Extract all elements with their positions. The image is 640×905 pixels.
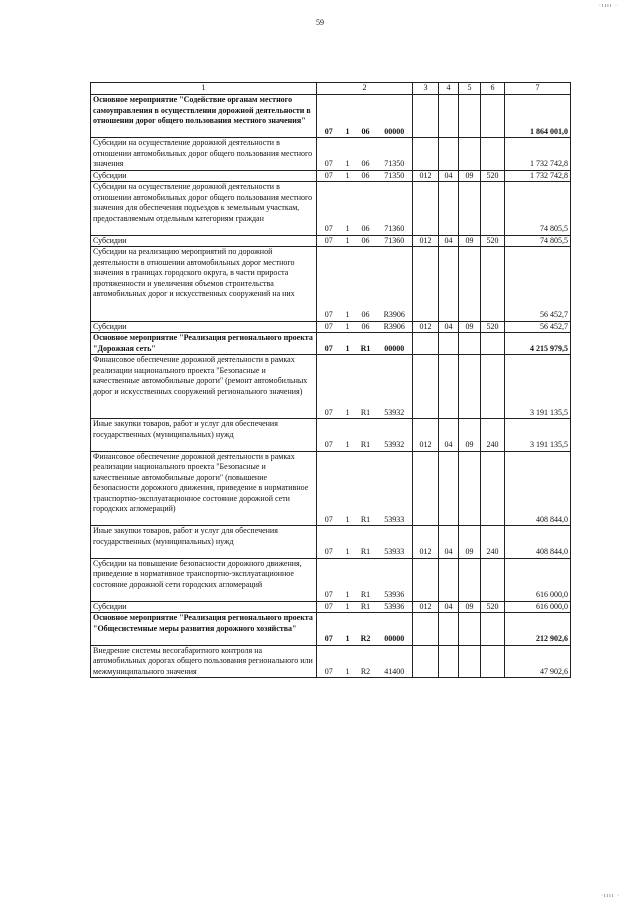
- scan-corner-mark-bottom: ·ıııı ·: [600, 893, 620, 899]
- cell-amount: 56 452,7: [505, 247, 571, 322]
- cell-code-program: 07: [317, 613, 341, 646]
- cell-name: Иные закупки товаров, работ и услуг для обеспечения государственных (муниципальных) нужд: [91, 419, 317, 452]
- table-row: [91, 170, 571, 182]
- cell-section: 04: [439, 321, 459, 333]
- cell-subsection: 09: [459, 235, 481, 247]
- cell-code-program: 07: [317, 355, 341, 419]
- cell-code-direction: R3906: [377, 321, 413, 333]
- cell-code-subprogram: 1: [341, 451, 355, 526]
- cell-code-direction: 41400: [377, 645, 413, 678]
- table-row: [91, 645, 571, 678]
- cell-name: Субсидии: [91, 601, 317, 613]
- cell-subsection: 09: [459, 601, 481, 613]
- cell-code-direction: 00000: [377, 95, 413, 138]
- cell-code-program: 07: [317, 526, 341, 559]
- cell-expense-type: 520: [481, 321, 505, 333]
- table-row: [91, 182, 571, 236]
- cell-subsection: [459, 333, 481, 355]
- cell-subsection: 09: [459, 170, 481, 182]
- cell-section: 04: [439, 419, 459, 452]
- cell-name: Субсидии на повышение безопасности дорожного движения, приведение в нормативное транспортно-эксплуатационное состояние дорожной сети городских агломераций: [91, 558, 317, 601]
- cell-grbs: [413, 182, 439, 236]
- cell-code-subprogram: 1: [341, 182, 355, 236]
- cell-subsection: [459, 247, 481, 322]
- table-row: [91, 613, 571, 646]
- cell-subsection: [459, 138, 481, 171]
- cell-amount: 74 805,5: [505, 182, 571, 236]
- cell-code-program: 07: [317, 235, 341, 247]
- cell-code-program: 07: [317, 419, 341, 452]
- cell-expense-type: [481, 613, 505, 646]
- cell-expense-type: [481, 95, 505, 138]
- cell-code-program: 07: [317, 558, 341, 601]
- cell-expense-type: [481, 333, 505, 355]
- cell-subsection: [459, 645, 481, 678]
- cell-code-subprogram: 1: [341, 247, 355, 322]
- cell-section: [439, 451, 459, 526]
- cell-grbs: 012: [413, 321, 439, 333]
- cell-name: Субсидии на реализацию мероприятий по дорожной деятельности в отношении автомобильных дорог местного значения в границах городского округа, в части прироста протяженности и увеличения объемов строительства автомобильных дорог и искусственных сооружений на них: [91, 247, 317, 322]
- cell-code-subprogram: 1: [341, 95, 355, 138]
- table-row: [91, 558, 571, 601]
- cell-amount: 56 452,7: [505, 321, 571, 333]
- cell-code-event: 06: [355, 235, 377, 247]
- cell-subsection: [459, 558, 481, 601]
- cell-grbs: [413, 558, 439, 601]
- cell-code-subprogram: 1: [341, 355, 355, 419]
- header-col-1: 1: [91, 83, 317, 95]
- cell-name: Внедрение системы весогабаритного контроля на автомобильных дорогах общего пользования регионального или межмуниципального значения: [91, 645, 317, 678]
- cell-code-subprogram: 1: [341, 526, 355, 559]
- cell-grbs: 012: [413, 235, 439, 247]
- cell-grbs: [413, 451, 439, 526]
- scan-corner-mark-top: ·ıııı ·: [598, 3, 618, 9]
- cell-code-event: 06: [355, 170, 377, 182]
- cell-code-direction: 71360: [377, 182, 413, 236]
- cell-code-program: 07: [317, 645, 341, 678]
- cell-section: [439, 355, 459, 419]
- cell-code-subprogram: 1: [341, 645, 355, 678]
- cell-code-direction: 71360: [377, 235, 413, 247]
- table-row: [91, 451, 571, 526]
- header-col-2: 2: [317, 83, 413, 95]
- cell-amount: 4 215 979,5: [505, 333, 571, 355]
- cell-amount: 1 732 742,8: [505, 170, 571, 182]
- cell-expense-type: [481, 451, 505, 526]
- cell-expense-type: 520: [481, 601, 505, 613]
- cell-code-direction: 53936: [377, 601, 413, 613]
- cell-amount: 212 902,6: [505, 613, 571, 646]
- cell-code-direction: 00000: [377, 333, 413, 355]
- cell-section: 04: [439, 601, 459, 613]
- cell-code-direction: 71350: [377, 138, 413, 171]
- cell-amount: 3 191 135,5: [505, 419, 571, 452]
- cell-grbs: 012: [413, 601, 439, 613]
- cell-amount: 616 000,0: [505, 558, 571, 601]
- cell-expense-type: 240: [481, 419, 505, 452]
- table-row: [91, 526, 571, 559]
- cell-code-direction: 53932: [377, 419, 413, 452]
- cell-code-program: 07: [317, 95, 341, 138]
- cell-grbs: [413, 333, 439, 355]
- cell-name: Иные закупки товаров, работ и услуг для обеспечения государственных (муниципальных) нужд: [91, 526, 317, 559]
- page-number: 59: [316, 18, 324, 27]
- cell-code-event: R1: [355, 419, 377, 452]
- cell-subsection: 09: [459, 419, 481, 452]
- cell-section: [439, 182, 459, 236]
- cell-name: Финансовое обеспечение дорожной деятельности в рамках реализации национального проекта "Безопасные и качественные автомобильные дороги" (ремонт автомобильных дорог и искусственных сооружений регионального значения): [91, 355, 317, 419]
- cell-amount: 1 732 742,8: [505, 138, 571, 171]
- cell-code-subprogram: 1: [341, 613, 355, 646]
- cell-grbs: [413, 138, 439, 171]
- cell-code-subprogram: 1: [341, 138, 355, 171]
- cell-section: [439, 558, 459, 601]
- cell-code-event: 06: [355, 138, 377, 171]
- header-col-6: 6: [481, 83, 505, 95]
- cell-code-event: R1: [355, 601, 377, 613]
- table-row: [91, 247, 571, 322]
- cell-amount: 74 805,5: [505, 235, 571, 247]
- cell-grbs: 012: [413, 526, 439, 559]
- cell-section: [439, 138, 459, 171]
- cell-code-subprogram: 1: [341, 419, 355, 452]
- cell-code-program: 07: [317, 601, 341, 613]
- cell-code-direction: R3906: [377, 247, 413, 322]
- cell-section: [439, 333, 459, 355]
- cell-expense-type: [481, 247, 505, 322]
- cell-code-program: 07: [317, 182, 341, 236]
- cell-amount: 408 844,0: [505, 451, 571, 526]
- cell-name: Финансовое обеспечение дорожной деятельности в рамках реализации национального проекта "Безопасные и качественные автомобильные дороги" (повышение безопасности дорожного движения, приведение в нормативное транспортно-эксплуатационное состояние дорожной сети городских агломераций): [91, 451, 317, 526]
- header-col-3: 3: [413, 83, 439, 95]
- cell-subsection: [459, 355, 481, 419]
- table-row: [91, 95, 571, 138]
- cell-section: 04: [439, 170, 459, 182]
- cell-section: [439, 95, 459, 138]
- cell-code-program: 07: [317, 170, 341, 182]
- cell-name: Основное мероприятие "Реализация регионального проекта "Дорожная сеть": [91, 333, 317, 355]
- cell-section: 04: [439, 526, 459, 559]
- cell-subsection: [459, 451, 481, 526]
- table-row: [91, 333, 571, 355]
- cell-name: Субсидии на осуществление дорожной деятельности в отношении автомобильных дорог общего пользования местного значения: [91, 138, 317, 171]
- cell-expense-type: [481, 138, 505, 171]
- cell-code-event: 06: [355, 95, 377, 138]
- cell-code-event: R2: [355, 613, 377, 646]
- cell-code-event: R2: [355, 645, 377, 678]
- cell-code-direction: 53936: [377, 558, 413, 601]
- cell-expense-type: 520: [481, 235, 505, 247]
- header-col-7: 7: [505, 83, 571, 95]
- table-header-row: [91, 83, 571, 95]
- cell-section: [439, 645, 459, 678]
- cell-expense-type: [481, 645, 505, 678]
- cell-code-subprogram: 1: [341, 601, 355, 613]
- header-col-4: 4: [439, 83, 459, 95]
- cell-code-event: R1: [355, 558, 377, 601]
- cell-grbs: 012: [413, 170, 439, 182]
- cell-code-subprogram: 1: [341, 558, 355, 601]
- cell-code-direction: 53932: [377, 355, 413, 419]
- cell-amount: 408 844,0: [505, 526, 571, 559]
- cell-name: Основное мероприятие "Реализация регионального проекта "Общесистемные меры развития дорожного хозяйства": [91, 613, 317, 646]
- cell-amount: 1 864 001,0: [505, 95, 571, 138]
- cell-expense-type: [481, 558, 505, 601]
- table-row: [91, 601, 571, 613]
- cell-grbs: [413, 613, 439, 646]
- cell-subsection: [459, 182, 481, 236]
- cell-amount: 47 902,6: [505, 645, 571, 678]
- cell-code-program: 07: [317, 138, 341, 171]
- table-row: [91, 419, 571, 452]
- cell-expense-type: 520: [481, 170, 505, 182]
- cell-subsection: 09: [459, 321, 481, 333]
- cell-name: Субсидии: [91, 321, 317, 333]
- cell-code-event: R1: [355, 355, 377, 419]
- cell-code-program: 07: [317, 321, 341, 333]
- cell-grbs: [413, 355, 439, 419]
- header-col-5: 5: [459, 83, 481, 95]
- cell-code-direction: 53933: [377, 526, 413, 559]
- budget-table: [90, 82, 571, 678]
- table-row: [91, 355, 571, 419]
- cell-section: 04: [439, 235, 459, 247]
- cell-subsection: [459, 613, 481, 646]
- cell-code-event: R1: [355, 333, 377, 355]
- cell-grbs: [413, 645, 439, 678]
- cell-code-direction: 00000: [377, 613, 413, 646]
- cell-code-subprogram: 1: [341, 333, 355, 355]
- table-row: [91, 321, 571, 333]
- cell-expense-type: [481, 182, 505, 236]
- cell-subsection: [459, 95, 481, 138]
- cell-code-event: 06: [355, 321, 377, 333]
- cell-amount: 616 000,0: [505, 601, 571, 613]
- table-row: [91, 235, 571, 247]
- cell-name: Субсидии: [91, 235, 317, 247]
- cell-subsection: 09: [459, 526, 481, 559]
- table-body: [91, 83, 571, 678]
- cell-code-event: R1: [355, 451, 377, 526]
- cell-code-event: 06: [355, 247, 377, 322]
- cell-name: Основное мероприятие "Содействие органам местного самоуправления в осуществлении дорожной деятельности в отношении дорог общего пользования местного значения": [91, 95, 317, 138]
- cell-code-direction: 71350: [377, 170, 413, 182]
- cell-expense-type: [481, 355, 505, 419]
- cell-name: Субсидии: [91, 170, 317, 182]
- cell-grbs: 012: [413, 419, 439, 452]
- cell-grbs: [413, 95, 439, 138]
- cell-code-direction: 53933: [377, 451, 413, 526]
- cell-code-subprogram: 1: [341, 235, 355, 247]
- cell-grbs: [413, 247, 439, 322]
- cell-code-event: R1: [355, 526, 377, 559]
- cell-code-subprogram: 1: [341, 321, 355, 333]
- cell-expense-type: 240: [481, 526, 505, 559]
- cell-section: [439, 247, 459, 322]
- cell-code-program: 07: [317, 451, 341, 526]
- cell-code-program: 07: [317, 247, 341, 322]
- cell-code-event: 06: [355, 182, 377, 236]
- cell-amount: 3 191 135,5: [505, 355, 571, 419]
- cell-code-subprogram: 1: [341, 170, 355, 182]
- cell-name: Субсидии на осуществление дорожной деятельности в отношении автомобильных дорог общего пользования местного значения для обеспечения подъездов к земельным участкам, предоставляемым отдельным категориям граждан: [91, 182, 317, 236]
- cell-section: [439, 613, 459, 646]
- table-row: [91, 138, 571, 171]
- cell-code-program: 07: [317, 333, 341, 355]
